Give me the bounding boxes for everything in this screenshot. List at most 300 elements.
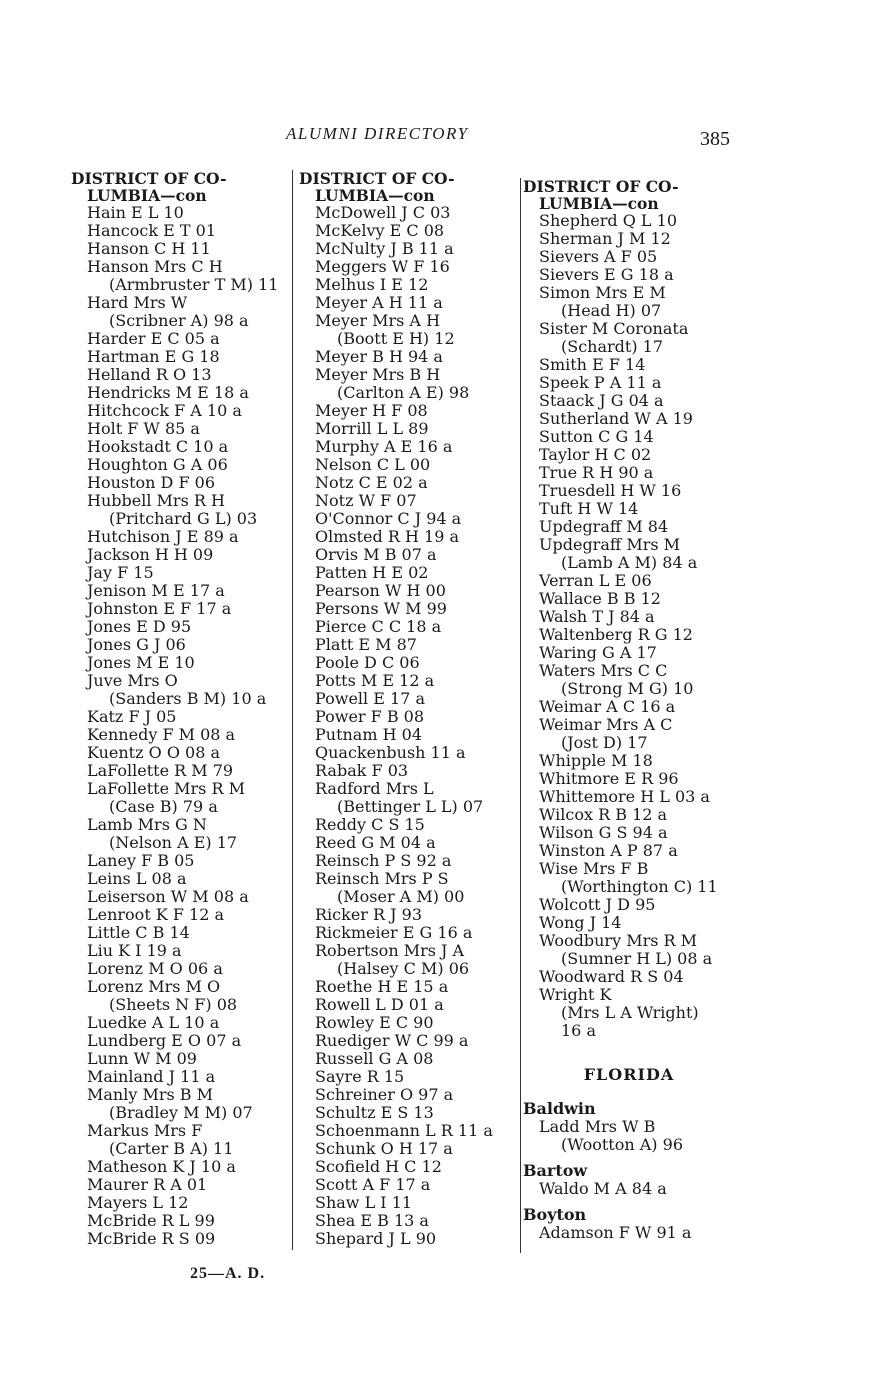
entry-name: Smith E F 14 bbox=[539, 355, 646, 374]
directory-entry bbox=[523, 1180, 735, 1198]
entry-name: Wallace B B 12 bbox=[539, 589, 661, 608]
entry-continuation: (Bradley M M) 07 bbox=[109, 1103, 253, 1122]
entry-name: McBride R S 09 bbox=[87, 1229, 216, 1248]
directory-entry bbox=[71, 474, 283, 492]
entry-name: Jones M E 10 bbox=[87, 653, 195, 672]
entry-name: Mainland J 11 a bbox=[87, 1067, 216, 1086]
directory-entry bbox=[299, 402, 505, 420]
entry-name: Houghton G A 06 bbox=[87, 455, 228, 474]
entry-name: Shaw L I 11 bbox=[315, 1193, 413, 1212]
entry-name: Olmsted R H 19 a bbox=[315, 527, 459, 546]
entry-name: Persons W M 99 bbox=[315, 599, 447, 618]
directory-entry bbox=[523, 806, 735, 824]
entry-name: Waldo M A 84 a bbox=[539, 1179, 667, 1198]
directory-entry bbox=[71, 852, 283, 870]
entry-name: Reinsch P S 92 a bbox=[315, 851, 452, 870]
entry-name: Waring G A 17 bbox=[539, 643, 657, 662]
entry-name: Meyer H F 08 bbox=[315, 401, 428, 420]
entry-name: Wright K bbox=[539, 985, 612, 1004]
entry-name: Rickmeier E G 16 a bbox=[315, 923, 473, 942]
directory-entry bbox=[523, 986, 735, 1040]
entry-name: Hartman E G 18 bbox=[87, 347, 220, 366]
directory-entry bbox=[71, 564, 283, 582]
directory-entry bbox=[71, 726, 283, 744]
section-heading-line2: LUMBIA—con bbox=[87, 186, 207, 205]
entry-name: Meyer Mrs B H bbox=[315, 365, 441, 384]
entry-name: Harder E C 05 a bbox=[87, 329, 220, 348]
column-3 bbox=[520, 178, 735, 1253]
entry-name: Sister M Coronata bbox=[539, 319, 689, 338]
directory-entry bbox=[71, 1086, 283, 1122]
directory-entry bbox=[523, 356, 735, 374]
directory-entry bbox=[299, 510, 505, 528]
entry-name: McNulty J B 11 a bbox=[315, 239, 454, 258]
city-heading: Baldwin bbox=[523, 1099, 596, 1118]
directory-entry bbox=[299, 1032, 505, 1050]
entry-name: Reed G M 04 a bbox=[315, 833, 436, 852]
directory-entry bbox=[71, 240, 283, 258]
entry-name: Power F B 08 bbox=[315, 707, 425, 726]
directory-entry bbox=[523, 536, 735, 572]
directory-entry bbox=[299, 1212, 505, 1230]
directory-entry bbox=[71, 294, 283, 330]
entry-name: Markus Mrs F bbox=[87, 1121, 203, 1140]
directory-entry bbox=[299, 708, 505, 726]
entry-name: Mayers L 12 bbox=[87, 1193, 189, 1212]
entry-name: Tuft H W 14 bbox=[539, 499, 639, 518]
section-heading-line1: DISTRICT OF CO- bbox=[523, 177, 679, 196]
directory-entry bbox=[523, 896, 735, 914]
directory-entry bbox=[71, 942, 283, 960]
section-heading bbox=[523, 178, 735, 212]
entry-list bbox=[523, 1118, 735, 1154]
directory-entry bbox=[523, 590, 735, 608]
entry-name: Wolcott J D 95 bbox=[539, 895, 656, 914]
running-head: ALUMNI DIRECTORY bbox=[286, 124, 469, 143]
entry-name: Houston D F 06 bbox=[87, 473, 216, 492]
directory-entry bbox=[299, 1068, 505, 1086]
directory-entry bbox=[523, 626, 735, 644]
entry-name: Whipple M 18 bbox=[539, 751, 653, 770]
entry-name: Winston A P 87 a bbox=[539, 841, 678, 860]
entry-name: Murphy A E 16 a bbox=[315, 437, 453, 456]
directory-entry bbox=[299, 996, 505, 1014]
state-heading: FLORIDA bbox=[583, 1065, 675, 1084]
entry-continuation: (Wootton A) 96 bbox=[561, 1135, 683, 1154]
entry-name: Jenison M E 17 a bbox=[87, 581, 225, 600]
entry-name: Ricker R J 93 bbox=[315, 905, 423, 924]
entry-name: Luedke A L 10 a bbox=[87, 1013, 220, 1032]
directory-entry bbox=[299, 600, 505, 618]
entry-list bbox=[295, 204, 505, 1248]
entry-continuation: (Pritchard G L) 03 bbox=[109, 509, 258, 528]
entry-name: Melhus I E 12 bbox=[315, 275, 429, 294]
directory-entry bbox=[71, 1194, 283, 1212]
entry-name: Potts M E 12 a bbox=[315, 671, 435, 690]
directory-entry bbox=[71, 708, 283, 726]
entry-name: Roethe H E 15 a bbox=[315, 977, 449, 996]
entry-name: Sutherland W A 19 bbox=[539, 409, 693, 428]
entry-name: Helland R O 13 bbox=[87, 365, 212, 384]
directory-entry bbox=[299, 456, 505, 474]
directory-entry bbox=[71, 402, 283, 420]
entry-name: Hanson Mrs C H bbox=[87, 257, 223, 276]
directory-entry bbox=[299, 636, 505, 654]
entry-name: Matheson K J 10 a bbox=[87, 1157, 236, 1176]
directory-entry bbox=[71, 672, 283, 708]
entry-name: McBride R L 99 bbox=[87, 1211, 215, 1230]
directory-entry bbox=[299, 528, 505, 546]
entry-name: Rowell L D 01 a bbox=[315, 995, 444, 1014]
column-1 bbox=[71, 170, 283, 1248]
entry-name: Staack J G 04 a bbox=[539, 391, 664, 410]
directory-entry bbox=[523, 842, 735, 860]
directory-entry bbox=[299, 1158, 505, 1176]
entry-name: Reinsch Mrs P S bbox=[315, 869, 449, 888]
directory-entry bbox=[523, 482, 735, 500]
directory-entry bbox=[299, 690, 505, 708]
directory-entry bbox=[299, 582, 505, 600]
entry-name: Reddy C S 15 bbox=[315, 815, 425, 834]
directory-entry bbox=[523, 662, 735, 698]
entry-name: Jackson H H 09 bbox=[87, 545, 214, 564]
directory-entry bbox=[71, 924, 283, 942]
entry-name: Morrill L L 89 bbox=[315, 419, 429, 438]
entry-continuation: (Nelson A E) 17 bbox=[109, 833, 238, 852]
entry-name: True R H 90 a bbox=[539, 463, 654, 482]
directory-entry bbox=[299, 1050, 505, 1068]
section-heading-line1: DISTRICT OF CO- bbox=[299, 169, 455, 188]
entry-list bbox=[523, 212, 735, 1040]
entry-name: Little C B 14 bbox=[87, 923, 190, 942]
directory-entry bbox=[299, 240, 505, 258]
entry-name: Speek P A 11 a bbox=[539, 373, 662, 392]
directory-entry bbox=[71, 978, 283, 1014]
entry-name: Truesdell H W 16 bbox=[539, 481, 682, 500]
entry-name: Sherman J M 12 bbox=[539, 229, 671, 248]
entry-name: Wilcox R B 12 a bbox=[539, 805, 668, 824]
directory-entry bbox=[523, 716, 735, 752]
entry-name: Ladd Mrs W B bbox=[539, 1117, 656, 1136]
directory-entry bbox=[71, 654, 283, 672]
page-number: 385 bbox=[700, 128, 730, 150]
directory-entry bbox=[523, 266, 735, 284]
directory-entry bbox=[299, 258, 505, 276]
directory-entry bbox=[71, 528, 283, 546]
entry-name: Updegraff M 84 bbox=[539, 517, 669, 536]
entry-name: Taylor H C 02 bbox=[539, 445, 652, 464]
directory-entry bbox=[299, 492, 505, 510]
directory-entry bbox=[71, 420, 283, 438]
directory-entry bbox=[523, 500, 735, 518]
entry-name: Hain E L 10 bbox=[87, 203, 184, 222]
entry-continuation: (Worthington C) 11 bbox=[561, 877, 718, 896]
entry-name: Putnam H 04 bbox=[315, 725, 422, 744]
directory-entry bbox=[523, 518, 735, 536]
directory-entry bbox=[299, 546, 505, 564]
directory-entry bbox=[299, 978, 505, 996]
directory-entry bbox=[523, 752, 735, 770]
directory-entry bbox=[299, 1014, 505, 1032]
directory-entry bbox=[299, 834, 505, 852]
directory-entry bbox=[71, 438, 283, 456]
section-heading-line2: LUMBIA—con bbox=[315, 186, 435, 205]
entry-name: Nelson C L 00 bbox=[315, 455, 431, 474]
directory-entry bbox=[299, 942, 505, 978]
directory-entry bbox=[71, 222, 283, 240]
section-heading bbox=[71, 170, 283, 204]
directory-entry bbox=[299, 762, 505, 780]
directory-entry bbox=[299, 906, 505, 924]
directory-entry bbox=[523, 464, 735, 482]
directory-entry bbox=[71, 492, 283, 528]
entry-name: LaFollette R M 79 bbox=[87, 761, 234, 780]
directory-entry bbox=[523, 860, 735, 896]
entry-name: McDowell J C 03 bbox=[315, 203, 451, 222]
directory-entry bbox=[299, 276, 505, 294]
entry-name: Hookstadt C 10 a bbox=[87, 437, 229, 456]
directory-entry bbox=[299, 672, 505, 690]
directory-entry bbox=[71, 960, 283, 978]
directory-entry bbox=[71, 1122, 283, 1158]
entry-continuation: (Case B) 79 a bbox=[109, 797, 218, 816]
entry-name: Wilson G S 94 a bbox=[539, 823, 668, 842]
entry-name: Schoenmann L R 11 a bbox=[315, 1121, 493, 1140]
entry-name: Leiserson W M 08 a bbox=[87, 887, 249, 906]
directory-entry bbox=[299, 1104, 505, 1122]
entry-name: Hubbell Mrs R H bbox=[87, 491, 225, 510]
entry-name: Patten H E 02 bbox=[315, 563, 429, 582]
directory-entry bbox=[299, 474, 505, 492]
entry-continuation: (Sanders B M) 10 a bbox=[109, 689, 267, 708]
directory-entry bbox=[71, 762, 283, 780]
section-heading-line2: LUMBIA—con bbox=[539, 194, 659, 213]
directory-entry bbox=[299, 204, 505, 222]
entry-name: Walsh T J 84 a bbox=[539, 607, 655, 626]
directory-entry bbox=[523, 770, 735, 788]
directory-entry bbox=[523, 608, 735, 626]
directory-entry bbox=[299, 870, 505, 906]
entry-continuation: (Sumner H L) 08 a bbox=[561, 949, 713, 968]
entry-name: Johnston E F 17 a bbox=[87, 599, 232, 618]
directory-entry bbox=[71, 870, 283, 888]
entry-name: Scofield H C 12 bbox=[315, 1157, 442, 1176]
directory-entry bbox=[299, 618, 505, 636]
city-heading: Boyton bbox=[523, 1205, 587, 1224]
entry-name: Lundberg E O 07 a bbox=[87, 1031, 242, 1050]
entry-name: Hanson C H 11 bbox=[87, 239, 211, 258]
entry-continuation: (Scribner A) 98 a bbox=[109, 311, 249, 330]
entry-name: Lorenz M O 06 a bbox=[87, 959, 223, 978]
directory-entry bbox=[71, 582, 283, 600]
entry-name: Rowley E C 90 bbox=[315, 1013, 434, 1032]
entry-name: Hendricks M E 18 a bbox=[87, 383, 249, 402]
entry-name: Updegraff Mrs M bbox=[539, 535, 681, 554]
directory-entry bbox=[299, 366, 505, 402]
directory-entry bbox=[299, 348, 505, 366]
entry-name: Waters Mrs C C bbox=[539, 661, 668, 680]
entry-name: Simon Mrs E M bbox=[539, 283, 666, 302]
directory-entry bbox=[523, 788, 735, 806]
directory-entry bbox=[71, 546, 283, 564]
directory-entry bbox=[299, 1086, 505, 1104]
directory-entry bbox=[71, 330, 283, 348]
directory-entry bbox=[523, 428, 735, 446]
entry-name: Whitmore E R 96 bbox=[539, 769, 679, 788]
directory-entry bbox=[299, 816, 505, 834]
directory-entry bbox=[523, 212, 735, 230]
entry-continuation: (Strong M G) 10 bbox=[561, 679, 694, 698]
entry-name: Woodward R S 04 bbox=[539, 967, 684, 986]
entry-name: Laney F B 05 bbox=[87, 851, 195, 870]
directory-entry bbox=[71, 888, 283, 906]
directory-entry bbox=[523, 392, 735, 410]
entry-name: Orvis M B 07 a bbox=[315, 545, 437, 564]
directory-entry bbox=[523, 248, 735, 266]
section-heading-line1: DISTRICT OF CO- bbox=[71, 169, 227, 188]
entry-name: Platt E M 87 bbox=[315, 635, 417, 654]
entry-name: Liu K I 19 a bbox=[87, 941, 182, 960]
entry-name: Jay F 15 bbox=[87, 563, 154, 582]
directory-entry bbox=[299, 420, 505, 438]
entry-name: Sievers A F 05 bbox=[539, 247, 658, 266]
directory-entry bbox=[71, 1158, 283, 1176]
entry-continuation: (Carter B A) 11 bbox=[109, 1139, 234, 1158]
directory-entry bbox=[71, 1050, 283, 1068]
entry-name: Pierce C C 18 a bbox=[315, 617, 442, 636]
entry-name: Ruediger W C 99 a bbox=[315, 1031, 469, 1050]
directory-entry bbox=[299, 744, 505, 762]
directory-entry bbox=[299, 654, 505, 672]
directory-entry bbox=[299, 726, 505, 744]
directory-entry bbox=[523, 932, 735, 968]
directory-entry bbox=[71, 744, 283, 762]
entry-name: Jones G J 06 bbox=[87, 635, 186, 654]
directory-entry bbox=[299, 924, 505, 942]
entry-name: Leins L 08 a bbox=[87, 869, 187, 888]
directory-entry bbox=[523, 230, 735, 248]
entry-name: Meggers W F 16 bbox=[315, 257, 450, 276]
directory-entry bbox=[71, 366, 283, 384]
entry-name: LaFollette Mrs R M bbox=[87, 779, 245, 798]
entry-name: Lunn W M 09 bbox=[87, 1049, 197, 1068]
entry-list bbox=[523, 1180, 735, 1198]
city-groups bbox=[523, 1100, 735, 1242]
entry-name: Robertson Mrs J A bbox=[315, 941, 465, 960]
directory-entry bbox=[71, 816, 283, 852]
entry-name: Weimar A C 16 a bbox=[539, 697, 676, 716]
entry-name: Katz F J 05 bbox=[87, 707, 177, 726]
directory-entry bbox=[299, 1122, 505, 1140]
entry-name: Shepard J L 90 bbox=[315, 1229, 437, 1248]
directory-entry bbox=[71, 258, 283, 294]
directory-entry bbox=[71, 636, 283, 654]
entry-name: Verran L E 06 bbox=[539, 571, 652, 590]
directory-entry bbox=[299, 1230, 505, 1248]
directory-entry bbox=[299, 1176, 505, 1194]
directory-entry bbox=[71, 600, 283, 618]
directory-entry bbox=[299, 780, 505, 816]
entry-name: Schultz E S 13 bbox=[315, 1103, 434, 1122]
directory-entry bbox=[523, 320, 735, 356]
directory-entry bbox=[71, 618, 283, 636]
entry-name: Hard Mrs W bbox=[87, 293, 188, 312]
directory-entry bbox=[299, 1140, 505, 1158]
entry-name: Powell E 17 a bbox=[315, 689, 425, 708]
directory-entry bbox=[299, 294, 505, 312]
directory-entry bbox=[523, 374, 735, 392]
entry-name: Lamb Mrs G N bbox=[87, 815, 207, 834]
city-heading: Bartow bbox=[523, 1161, 588, 1180]
entry-name: Poole D C 06 bbox=[315, 653, 420, 672]
entry-name: Rabak F 03 bbox=[315, 761, 409, 780]
entry-continuation: (Schardt) 17 bbox=[561, 337, 664, 356]
entry-name: Hutchison J E 89 a bbox=[87, 527, 239, 546]
directory-entry bbox=[299, 1194, 505, 1212]
entry-name: Meyer B H 94 a bbox=[315, 347, 443, 366]
entry-continuation: (Sheets N F) 08 bbox=[109, 995, 238, 1014]
entry-name: Meyer A H 11 a bbox=[315, 293, 443, 312]
entry-continuation: (Moser A M) 00 bbox=[337, 887, 465, 906]
directory-entry bbox=[523, 1118, 735, 1154]
directory-entry bbox=[71, 1230, 283, 1248]
entry-name: Lenroot K F 12 a bbox=[87, 905, 225, 924]
entry-name: Woodbury Mrs R M bbox=[539, 931, 698, 950]
entry-name: Schreiner O 97 a bbox=[315, 1085, 454, 1104]
directory-entry bbox=[523, 572, 735, 590]
entry-name: Adamson F W 91 a bbox=[539, 1223, 692, 1242]
entry-continuation: (Boott E H) 12 bbox=[337, 329, 455, 348]
entry-name: Waltenberg R G 12 bbox=[539, 625, 693, 644]
entry-name: McKelvy E C 08 bbox=[315, 221, 445, 240]
entry-name: Wong J 14 bbox=[539, 913, 622, 932]
directory-entry bbox=[299, 222, 505, 240]
directory-entry bbox=[71, 1068, 283, 1086]
directory-entry bbox=[523, 284, 735, 320]
entry-name: Schunk O H 17 a bbox=[315, 1139, 453, 1158]
directory-entry bbox=[523, 824, 735, 842]
directory-entry bbox=[523, 968, 735, 986]
entry-name: Hancock E T 01 bbox=[87, 221, 217, 240]
entry-continuation: (Jost D) 17 bbox=[561, 733, 648, 752]
entry-list bbox=[71, 204, 283, 1248]
entry-name: Notz W F 07 bbox=[315, 491, 417, 510]
entry-name: Jones E D 95 bbox=[87, 617, 192, 636]
entry-name: Weimar Mrs A C bbox=[539, 715, 673, 734]
directory-entry bbox=[523, 446, 735, 464]
entry-name: Shepherd Q L 10 bbox=[539, 211, 677, 230]
entry-name: Manly Mrs B M bbox=[87, 1085, 214, 1104]
directory-entry bbox=[71, 906, 283, 924]
directory-entry bbox=[71, 780, 283, 816]
entry-name: Meyer Mrs A H bbox=[315, 311, 441, 330]
entry-name: O'Connor C J 94 a bbox=[315, 509, 462, 528]
directory-entry bbox=[523, 410, 735, 428]
directory-entry bbox=[523, 644, 735, 662]
entry-name: Hitchcock F A 10 a bbox=[87, 401, 242, 420]
column-2 bbox=[292, 170, 505, 1250]
entry-continuation: (Head H) 07 bbox=[561, 301, 662, 320]
entry-name: Lorenz Mrs M O bbox=[87, 977, 221, 996]
directory-entry bbox=[71, 456, 283, 474]
directory-entry bbox=[71, 204, 283, 222]
entry-name: Quackenbush 11 a bbox=[315, 743, 466, 762]
entry-name: Holt F W 85 a bbox=[87, 419, 200, 438]
entry-name: Shea E B 13 a bbox=[315, 1211, 429, 1230]
entry-continuation: (Mrs L A Wright) bbox=[561, 1003, 699, 1022]
entry-continuation: 16 a bbox=[561, 1021, 596, 1040]
directory-entry bbox=[71, 1014, 283, 1032]
